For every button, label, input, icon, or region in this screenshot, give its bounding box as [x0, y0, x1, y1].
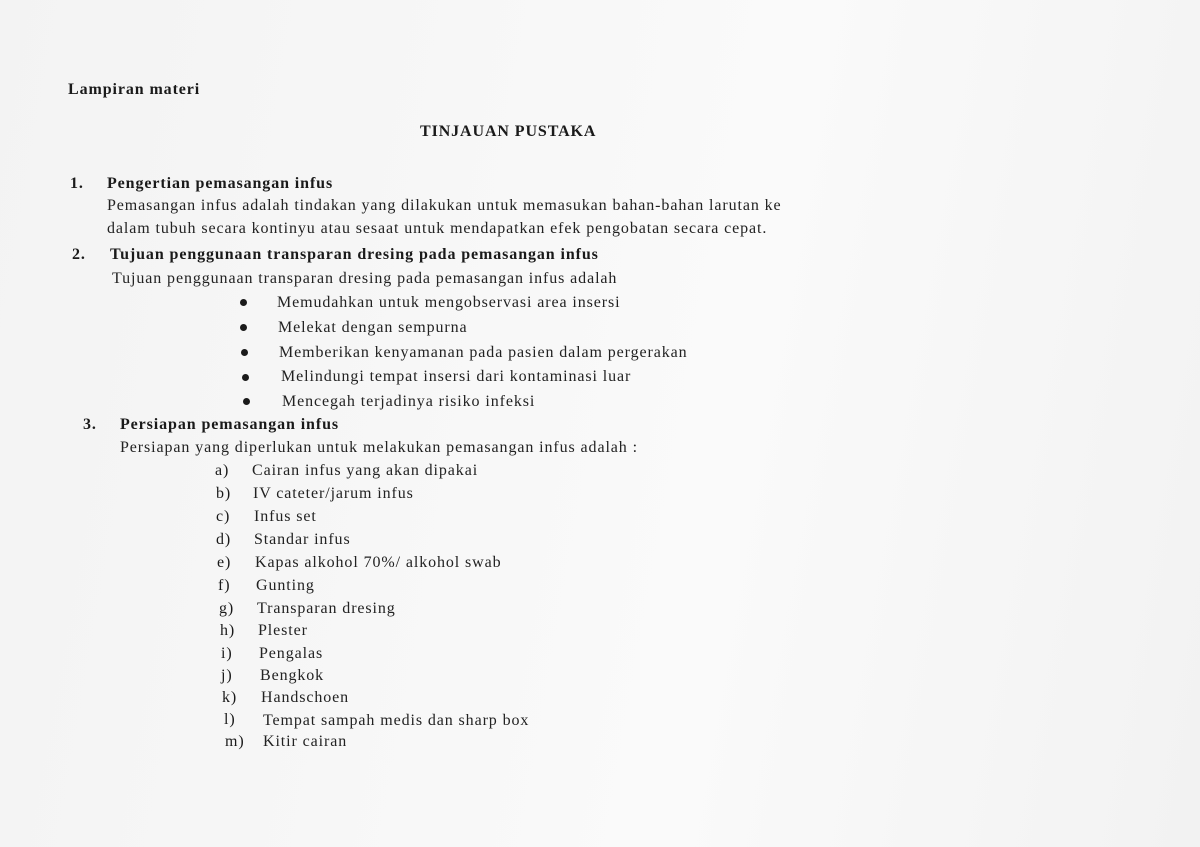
list-item-label: e) — [217, 554, 232, 571]
list-item: Cairan infus yang akan dipakai — [252, 462, 479, 479]
bullet-dot — [240, 299, 247, 306]
section-3-number: 3. — [83, 416, 97, 433]
list-item-label: j) — [221, 667, 233, 684]
bullet-dot — [243, 398, 250, 405]
section-1-paragraph-line-1: Pemasangan infus adalah tindakan yang dilakukan untuk memasukan bahan-bahan larutan ke — [107, 197, 782, 214]
section-1-heading: Pengertian pemasangan infus — [107, 175, 334, 192]
bullet-dot — [242, 374, 249, 381]
document-title: TINJAUAN PUSTAKA — [420, 123, 597, 140]
attachment-label: Lampiran materi — [68, 81, 201, 98]
bullet-item: Memudahkan untuk mengobservasi area insersi — [277, 294, 621, 311]
section-2-number: 2. — [72, 246, 86, 263]
list-item: Gunting — [256, 577, 315, 594]
bullet-item: Mencegah terjadinya risiko infeksi — [282, 393, 536, 410]
list-item-label: g) — [219, 600, 235, 617]
list-item-label: d) — [216, 531, 232, 548]
list-item: Handschoen — [261, 689, 350, 706]
section-2-heading: Tujuan penggunaan transparan dresing pada pemasangan infus — [110, 246, 599, 263]
list-item: Transparan dresing — [257, 600, 396, 617]
list-item: Bengkok — [260, 667, 325, 684]
section-2-intro: Tujuan penggunaan transparan dresing pada pemasangan infus adalah — [112, 270, 618, 287]
bullet-item: Melekat dengan sempurna — [278, 319, 468, 336]
section-3-heading: Persiapan pemasangan infus — [120, 416, 339, 433]
list-item-label: i) — [221, 645, 233, 662]
list-item: Standar infus — [254, 531, 351, 548]
list-item-label: k) — [222, 689, 238, 706]
list-item: Pengalas — [259, 645, 324, 662]
section-1-number: 1. — [70, 175, 84, 192]
list-item-label: a) — [215, 462, 230, 479]
list-item-label: b) — [216, 485, 232, 502]
list-item: Infus set — [254, 508, 317, 525]
list-item: IV cateter/jarum infus — [253, 485, 414, 502]
bullet-item: Memberikan kenyamanan pada pasien dalam pergerakan — [279, 344, 688, 361]
bullet-dot — [241, 349, 248, 356]
list-item-label: m) — [225, 733, 245, 750]
list-item-label: l) — [224, 711, 236, 728]
list-item: Tempat sampah medis dan sharp box — [263, 712, 530, 729]
list-item: Kapas alkohol 70%/ alkohol swab — [255, 554, 502, 571]
list-item-label: f) — [218, 577, 231, 594]
section-1-paragraph-line-2: dalam tubuh secara kontinyu atau sesaat untuk mendapatkan efek pengobatan secara cepat. — [107, 220, 768, 237]
bullet-item: Melindungi tempat insersi dari kontaminasi luar — [281, 368, 632, 385]
section-3-intro: Persiapan yang diperlukan untuk melakukan pemasangan infus adalah : — [120, 439, 638, 456]
list-item-label: c) — [216, 508, 231, 525]
bullet-dot — [240, 324, 247, 331]
list-item: Kitir cairan — [263, 733, 348, 750]
list-item-label: h) — [220, 622, 236, 639]
list-item: Plester — [258, 622, 308, 639]
